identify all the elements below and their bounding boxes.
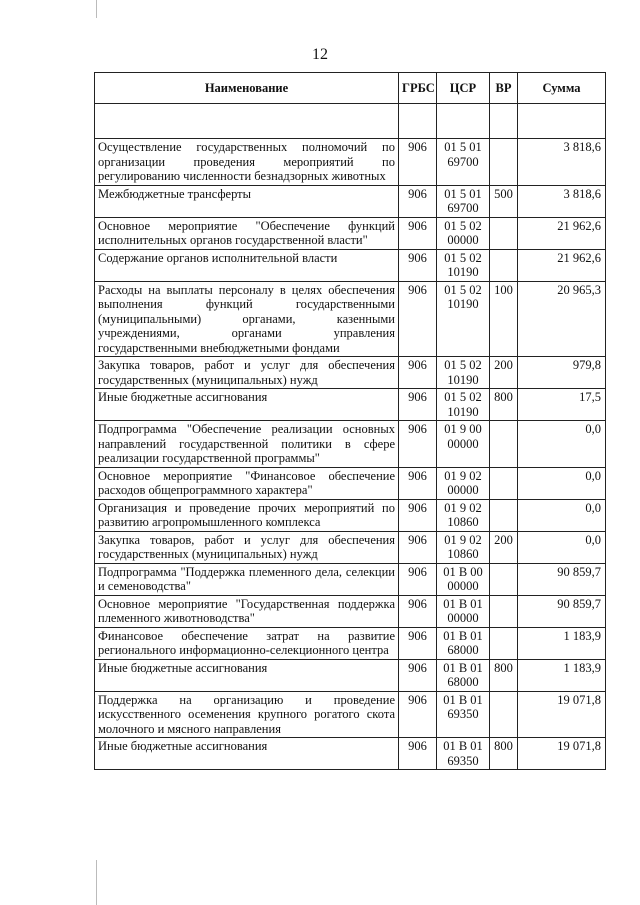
cell-sum: 0,0 [518, 467, 606, 499]
header-vr: ВР [490, 73, 518, 104]
cell-vr [490, 217, 518, 249]
cell-name: Межбюджетные трансферты [95, 185, 399, 217]
cell-vr: 800 [490, 659, 518, 691]
cell-name: Содержание органов исполнительной власти [95, 249, 399, 281]
table-row [95, 249, 606, 281]
cell-csr: 01 9 02 10860 [437, 499, 490, 531]
table-row [95, 467, 606, 499]
cell-name: Расходы на выплаты персоналу в целях обеспечения выполнения функций государственными (муниципальными) органами, казенными учреждениями, органами управления государственными внебюджетными фондами [95, 281, 399, 357]
table-row [95, 659, 606, 691]
cell-name: Основное мероприятие "Государственная поддержка племенного животноводства" [95, 595, 399, 627]
cell-vr [490, 139, 518, 186]
cell-csr: 01 В 00 00000 [437, 563, 490, 595]
cell-grbs: 906 [399, 249, 437, 281]
cell-sum: 21 962,6 [518, 217, 606, 249]
cell-sum: 3 818,6 [518, 185, 606, 217]
cell-csr: 01 9 02 10860 [437, 531, 490, 563]
cell-sum: 19 071,8 [518, 738, 606, 770]
cell-grbs: 906 [399, 467, 437, 499]
cell-csr: 01 В 01 00000 [437, 595, 490, 627]
cell-vr: 200 [490, 357, 518, 389]
cell-csr: 01 5 02 10190 [437, 249, 490, 281]
cell-grbs: 906 [399, 531, 437, 563]
cell-vr [490, 249, 518, 281]
cell-vr [490, 563, 518, 595]
cell-name: Иные бюджетные ассигнования [95, 389, 399, 421]
table-row [95, 595, 606, 627]
scan-edge-mark [96, 0, 97, 18]
cell-grbs: 906 [399, 389, 437, 421]
cell-sum: 3 818,6 [518, 139, 606, 186]
cell-csr: 01 5 01 69700 [437, 185, 490, 217]
cell-grbs: 906 [399, 421, 437, 468]
cell-csr: 01 5 02 00000 [437, 217, 490, 249]
cell-sum: 1 183,9 [518, 627, 606, 659]
table-body [95, 104, 606, 770]
cell-csr: 01 5 02 10190 [437, 357, 490, 389]
table-row [95, 531, 606, 563]
cell-grbs: 906 [399, 691, 437, 738]
cell-csr: 01 5 02 10190 [437, 389, 490, 421]
cell-sum: 0,0 [518, 499, 606, 531]
cell-name: Осуществление государственных полномочий по организации проведения мероприятий по регулированию численности безнадзорных животных [95, 139, 399, 186]
cell-vr [490, 595, 518, 627]
table-header-row [95, 73, 606, 104]
cell-grbs: 906 [399, 499, 437, 531]
cell-name: Подпрограмма "Обеспечение реализации основных направлений государственной политики в сфере реализации государственной программы" [95, 421, 399, 468]
cell-csr: 01 В 01 68000 [437, 627, 490, 659]
cell-vr [490, 467, 518, 499]
cell-name: Поддержка на организацию и проведение искусственного осеменения крупного рогатого скота молочного и мясного направления [95, 691, 399, 738]
table-row [95, 281, 606, 357]
cell-name: Финансовое обеспечение затрат на развитие регионального информационно-селекционного центра [95, 627, 399, 659]
cell-sum: 90 859,7 [518, 563, 606, 595]
cell-grbs: 906 [399, 139, 437, 186]
cell-grbs: 906 [399, 357, 437, 389]
cell-grbs: 906 [399, 281, 437, 357]
cell-csr: 01 5 01 69700 [437, 139, 490, 186]
table-row [95, 217, 606, 249]
cell-vr: 100 [490, 281, 518, 357]
cell-sum: 0,0 [518, 531, 606, 563]
cell-name: Закупка товаров, работ и услуг для обеспечения государственных (муниципальных) нужд [95, 357, 399, 389]
cell-name: Иные бюджетные ассигнования [95, 738, 399, 770]
scan-edge-mark [96, 860, 97, 905]
cell-grbs: 906 [399, 659, 437, 691]
cell-sum: 979,8 [518, 357, 606, 389]
cell-csr: 01 В 01 68000 [437, 659, 490, 691]
cell-grbs: 906 [399, 738, 437, 770]
header-name: Наименование [95, 73, 399, 104]
table-row [95, 738, 606, 770]
cell-csr: 01 5 02 10190 [437, 281, 490, 357]
cell-sum: 0,0 [518, 421, 606, 468]
cell-grbs: 906 [399, 627, 437, 659]
header-csr: ЦСР [437, 73, 490, 104]
cell-csr: 01 9 02 00000 [437, 467, 490, 499]
cell-vr [490, 499, 518, 531]
cell-grbs: 906 [399, 563, 437, 595]
table-row [95, 357, 606, 389]
table-spacer-row [95, 104, 606, 139]
cell-grbs: 906 [399, 185, 437, 217]
cell-sum: 20 965,3 [518, 281, 606, 357]
cell-sum: 1 183,9 [518, 659, 606, 691]
cell-name: Подпрограмма "Поддержка племенного дела, селекции и семеноводства" [95, 563, 399, 595]
cell-name: Организация и проведение прочих мероприятий по развитию агропромышленного комплекса [95, 499, 399, 531]
cell-sum: 17,5 [518, 389, 606, 421]
budget-table [94, 72, 606, 770]
cell-name: Иные бюджетные ассигнования [95, 659, 399, 691]
cell-csr: 01 9 00 00000 [437, 421, 490, 468]
page-number: 12 [312, 46, 328, 63]
cell-vr: 200 [490, 531, 518, 563]
cell-vr [490, 627, 518, 659]
cell-name: Основное мероприятие "Обеспечение функций исполнительных органов государственной власти" [95, 217, 399, 249]
table-row [95, 691, 606, 738]
cell-sum: 21 962,6 [518, 249, 606, 281]
cell-name: Закупка товаров, работ и услуг для обеспечения государственных (муниципальных) нужд [95, 531, 399, 563]
table-row [95, 627, 606, 659]
table-row [95, 499, 606, 531]
cell-grbs: 906 [399, 595, 437, 627]
cell-grbs: 906 [399, 217, 437, 249]
cell-vr: 800 [490, 738, 518, 770]
table-row [95, 421, 606, 468]
cell-csr: 01 В 01 69350 [437, 738, 490, 770]
cell-vr [490, 421, 518, 468]
table-row [95, 139, 606, 186]
cell-sum: 90 859,7 [518, 595, 606, 627]
cell-csr: 01 В 01 69350 [437, 691, 490, 738]
cell-name: Основное мероприятие "Финансовое обеспечение расходов общепрограммного характера" [95, 467, 399, 499]
table-row [95, 389, 606, 421]
cell-vr: 800 [490, 389, 518, 421]
header-grbs: ГРБС [399, 73, 437, 104]
cell-vr: 500 [490, 185, 518, 217]
table-row [95, 563, 606, 595]
header-sum: Сумма [518, 73, 606, 104]
cell-sum: 19 071,8 [518, 691, 606, 738]
table-row [95, 185, 606, 217]
cell-vr [490, 691, 518, 738]
